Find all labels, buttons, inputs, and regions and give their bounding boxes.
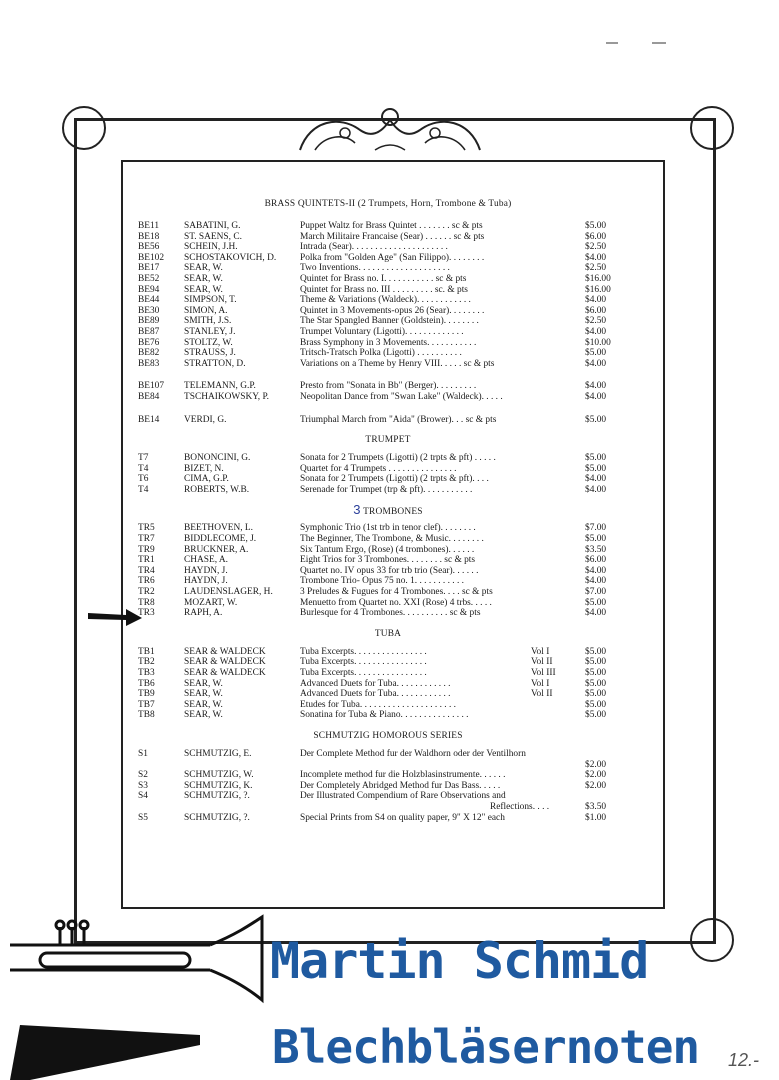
composer-name: TELEMANN, G.P.: [184, 381, 256, 392]
item-code: TR3: [138, 608, 155, 619]
work-title: Polka from "Golden Age" (San Filippo). . . . . . . .: [300, 252, 485, 263]
work-title: Advanced Duets for Tuba. . . . . . . . . . . .: [300, 689, 451, 700]
composer-name: SEAR & WALDECK: [184, 657, 266, 668]
corner-ornament-top-right: [690, 106, 734, 150]
section-heading: TRUMPET: [365, 435, 411, 446]
composer-name: SEAR & WALDECK: [184, 668, 266, 678]
corner-ornament-top-left: [62, 106, 106, 150]
composer-name: SEAR, W.: [184, 689, 223, 700]
item-code: BE52: [138, 273, 160, 284]
catalog-row: [138, 242, 638, 253]
work-title: Presto from "Sonata in Bb" (Berger). . . . . . . . .: [300, 381, 477, 392]
section-heading: TUBA: [374, 628, 402, 639]
price: $2.50: [585, 263, 607, 274]
price: $2.00: [585, 759, 607, 770]
price: $5.00: [585, 348, 607, 359]
catalog-row-continued: [138, 760, 638, 771]
item-code: BE84: [138, 391, 160, 402]
composer-name: VERDI, G.: [184, 414, 227, 425]
price: $6.00: [585, 555, 607, 566]
price: $6.00: [585, 305, 607, 316]
volume-label: Vol III: [531, 668, 556, 678]
catalog-row: [138, 392, 638, 403]
catalog-row: [138, 359, 638, 370]
item-code: S2: [138, 770, 148, 781]
work-title: 3 Preludes & Fugues for 4 Trombones. . . . sc & pts: [300, 587, 493, 598]
composer-name: BONONCINI, G.: [184, 453, 251, 464]
composer-name: SIMPSON, T.: [184, 295, 237, 306]
composer-name: HAYDN, J.: [184, 576, 228, 587]
work-title: Neopolitan Dance from "Swan Lake" (Waldeck). . . . .: [300, 391, 503, 402]
work-title: March Militaire Francaise (Sear) . . . . . . sc & pts: [300, 231, 485, 242]
catalog-row: [138, 587, 638, 598]
price: $1.00: [585, 812, 607, 823]
composer-name: STANLEY, J.: [184, 326, 236, 337]
item-code: BE30: [138, 305, 160, 316]
work-title-continued: Reflections. . . .: [490, 801, 550, 812]
catalog-row: [138, 679, 638, 690]
price: $5.00: [585, 668, 607, 678]
pencil-price-note: 12.-: [728, 1050, 760, 1070]
catalog-row: [138, 576, 638, 587]
price: $2.50: [585, 242, 607, 253]
item-code: T6: [138, 474, 149, 485]
work-title: Der Illustrated Compendium of Rare Observations and: [300, 791, 506, 802]
work-title: Der Completely Abridged Method fur Das Bass. . . . .: [300, 780, 501, 791]
item-code: TR2: [138, 587, 155, 598]
work-title: Theme & Variations (Waldeck). . . . . . . . . . . .: [300, 295, 471, 306]
composer-name: BEETHOVEN, L.: [184, 523, 253, 534]
price: $2.00: [585, 780, 607, 791]
item-code: TR7: [138, 534, 155, 545]
work-title: Symphonic Trio (1st trb in tenor clef). . . . . . . .: [300, 523, 476, 534]
composer-name: CIMA, G.P.: [184, 474, 229, 485]
catalog-row: [138, 316, 638, 327]
work-title: Sonata for 2 Trumpets (Ligotti) (2 trpts & pft) . . . . .: [300, 453, 496, 464]
work-title: Tuba Excerpts. . . . . . . . . . . . . . . .: [300, 668, 427, 678]
item-code: BE44: [138, 295, 160, 306]
catalog-row: [138, 327, 638, 338]
composer-name: LAUDENSLAGER, H.: [184, 587, 273, 598]
catalog-row: [138, 710, 638, 721]
item-code: TB7: [138, 699, 155, 710]
catalog-row: [138, 657, 638, 668]
item-code: S3: [138, 780, 148, 791]
catalog-row: [138, 813, 638, 824]
item-code: TB6: [138, 678, 155, 689]
section-heading: BRASS QUINTETS-II (2 Trumpets, Horn, Trombone & Tuba): [264, 199, 512, 209]
price: $10.00: [585, 337, 611, 348]
catalog-row: [138, 453, 638, 464]
scan-mark: [606, 42, 618, 44]
work-title: Tritsch-Tratsch Polka (Ligotti) . . . . . . . . . .: [300, 348, 462, 359]
catalog-row: [138, 534, 638, 545]
catalog-row: [138, 285, 638, 296]
catalog-row: [138, 474, 638, 485]
composer-name: STRATTON, D.: [184, 358, 246, 369]
item-code: TR5: [138, 523, 155, 534]
composer-name: ROBERTS, W.B.: [184, 484, 250, 495]
composer-name: BIDDLECOME, J.: [184, 534, 257, 545]
work-title: Sonata for 2 Trumpets (Ligotti) (2 trpts & pft). . . .: [300, 474, 489, 485]
catalog-row: [138, 295, 638, 306]
work-title: Six Tantum Ergo, (Rose) (4 trombones). . . . . .: [300, 544, 475, 555]
composer-name: MOZART, W.: [184, 597, 238, 608]
item-code: BE83: [138, 358, 160, 369]
brand-name-line: Martin Schmid: [270, 932, 649, 990]
composer-name: SMITH, J.S.: [184, 316, 232, 327]
catalog-row-continued: [138, 802, 638, 813]
catalog-row: [138, 770, 638, 781]
composer-name: RAPH, A.: [184, 608, 223, 619]
work-title: Sonatina for Tuba & Piano. . . . . . . . . . . . . . .: [300, 710, 469, 721]
item-code: TB8: [138, 710, 155, 721]
item-code: TR6: [138, 576, 155, 587]
composer-name: STOLTZ, W.: [184, 337, 233, 348]
work-title: Two Inventions. . . . . . . . . . . . . . . . . . . .: [300, 263, 450, 274]
scan-mark: [652, 42, 666, 44]
catalog-row: [138, 523, 638, 534]
catalog-row: [138, 545, 638, 556]
catalog-row: [138, 253, 638, 264]
price: $16.00: [585, 284, 611, 295]
price: $5.00: [585, 221, 607, 231]
catalog-row: [138, 464, 638, 475]
volume-label: Vol II: [531, 657, 553, 668]
composer-name: CHASE, A.: [184, 555, 229, 566]
volume-label: Vol I: [531, 678, 550, 689]
work-title: Serenade for Trumpet (trp & pft). . . . . . . . . . .: [300, 484, 473, 495]
composer-name: SCHMUTZIG, E.: [184, 748, 252, 759]
work-title: Tuba Excerpts. . . . . . . . . . . . . . . .: [300, 646, 427, 657]
composer-name: SCHMUTZIG, ?.: [184, 791, 250, 802]
catalog-row: [138, 647, 638, 658]
price: $5.00: [585, 678, 607, 689]
item-code: BE102: [138, 252, 165, 263]
work-title: The Star Spangled Banner (Goldstein). . . . . . . .: [300, 316, 479, 327]
work-title: Trumpet Voluntary (Ligotti). . . . . . . . . . . . .: [300, 326, 464, 337]
item-code: T4: [138, 463, 149, 474]
price: $6.00: [585, 231, 607, 242]
catalog-row: [138, 700, 638, 711]
price: $3.50: [585, 544, 607, 555]
section-heading-text: TROMBONES: [363, 507, 423, 518]
catalog-list: [138, 197, 638, 823]
item-code: BE107: [138, 381, 165, 392]
item-code: S1: [138, 748, 148, 759]
catalog-row: [138, 598, 638, 609]
catalog-row: [138, 338, 638, 349]
item-code: T4: [138, 484, 149, 495]
handwritten-number: 3: [353, 502, 361, 518]
composer-name: SEAR, W.: [184, 710, 223, 721]
item-code: BE14: [138, 414, 160, 425]
item-code: BE56: [138, 242, 160, 253]
price: $4.00: [585, 474, 607, 485]
item-code: BE76: [138, 337, 160, 348]
work-title: Burlesque for 4 Trombones. . . . . . . . . . sc & pts: [300, 608, 481, 619]
item-code: TB3: [138, 668, 155, 678]
work-title: The Beginner, The Trombone, & Music. . . . . . . .: [300, 534, 484, 545]
price: $4.00: [585, 252, 607, 263]
item-code: TR1: [138, 555, 155, 566]
composer-name: SCHMUTZIG, K.: [184, 780, 253, 791]
composer-name: SIMON, A.: [184, 305, 228, 316]
catalog-row: [138, 791, 638, 802]
item-code: TB2: [138, 657, 155, 668]
item-code: BE94: [138, 284, 160, 295]
price: $5.00: [585, 453, 607, 464]
work-title: Etudes for Tuba. . . . . . . . . . . . . . . . . . . . .: [300, 699, 456, 710]
price: $4.00: [585, 358, 607, 369]
item-code: BE18: [138, 231, 160, 242]
top-scroll-ornament: [290, 95, 490, 165]
composer-name: SABATINI, G.: [184, 221, 241, 231]
composer-name: SEAR, W.: [184, 678, 223, 689]
catalog-row: [138, 608, 638, 619]
item-code: TB1: [138, 646, 155, 657]
item-code: TR9: [138, 544, 155, 555]
volume-label: Vol I: [531, 646, 550, 657]
catalog-row: [138, 749, 638, 760]
item-code: TR8: [138, 597, 155, 608]
composer-name: BIZET, N.: [184, 463, 224, 474]
price: $4.00: [585, 565, 607, 576]
item-code: TR4: [138, 565, 155, 576]
work-title: Puppet Waltz for Brass Quintet . . . . . . . sc & pts: [300, 221, 483, 231]
composer-name: BRUCKNER, A.: [184, 544, 249, 555]
composer-name: SEAR, W.: [184, 273, 223, 284]
catalog-row: [138, 415, 638, 426]
price: $4.00: [585, 484, 607, 495]
price: $5.00: [585, 414, 607, 425]
price: $5.00: [585, 657, 607, 668]
work-title: Quartet no. IV opus 33 for trb trio (Sear). . . . . .: [300, 565, 479, 576]
catalog-row: [138, 689, 638, 700]
catalog-row: [138, 263, 638, 274]
price: $5.00: [585, 597, 607, 608]
item-code: TB9: [138, 689, 155, 700]
price: $5.00: [585, 699, 607, 710]
work-title: Brass Symphony in 3 Movements. . . . . . . . . . .: [300, 337, 477, 348]
section-heading: [138, 503, 638, 517]
item-code: BE82: [138, 348, 160, 359]
catalog-row: [138, 566, 638, 577]
work-title: Quintet for Brass no. III . . . . . . . . . sc. & pts: [300, 284, 468, 295]
price: $4.00: [585, 381, 607, 392]
catalog-row: [138, 485, 638, 496]
section-heading: SCHMUTZIG HOMOROUS SERIES: [313, 730, 463, 741]
composer-name: SEAR, W.: [184, 699, 223, 710]
composer-name: SCHEIN, J.H.: [184, 242, 238, 253]
catalog-row: [138, 274, 638, 285]
composer-name: SEAR, W.: [184, 263, 223, 274]
composer-name: ST. SAENS, C.: [184, 231, 242, 242]
catalog-row: [138, 306, 638, 317]
item-code: BE11: [138, 221, 160, 231]
work-title: Quintet for Brass no. I. . . . . . . . . . . sc & pts: [300, 273, 467, 284]
catalog-row: [138, 381, 638, 392]
composer-name: SEAR, W.: [184, 284, 223, 295]
work-title: Der Complete Method fur der Waldhorn oder der Ventilhorn: [300, 748, 526, 759]
work-title: Quintet in 3 Movements-opus 26 (Sear). . . . . . . .: [300, 305, 485, 316]
item-code: BE17: [138, 263, 160, 274]
item-code: S5: [138, 812, 148, 823]
composer-name: SEAR & WALDECK: [184, 646, 266, 657]
catalog-row: [138, 232, 638, 243]
composer-name: HAYDN, J.: [184, 565, 228, 576]
catalog-row: [138, 555, 638, 566]
price: $4.00: [585, 576, 607, 587]
item-code: BE89: [138, 316, 160, 327]
price: $2.00: [585, 770, 607, 781]
work-title: Triumphal March from "Aida" (Brower). . . sc & pts: [300, 414, 497, 425]
catalog-row: [138, 668, 638, 679]
catalog-row: [138, 781, 638, 792]
work-title: Variations on a Theme by Henry VIII. . . . . sc & pts: [300, 358, 495, 369]
work-title: Trombone Trio- Opus 75 no. 1. . . . . . . . . . .: [300, 576, 464, 587]
price: $3.50: [585, 801, 607, 812]
price: $7.00: [585, 523, 607, 534]
composer-name: STRAUSS, J.: [184, 348, 236, 359]
work-title: Intrada (Sear). . . . . . . . . . . . . . . . . . . . .: [300, 242, 448, 253]
volume-label: Vol II: [531, 689, 553, 700]
catalog-row: [138, 221, 638, 232]
price: $5.00: [585, 710, 607, 721]
price: $4.00: [585, 326, 607, 337]
work-title: Incomplete method fur die Holzblasinstrumente. . . . . .: [300, 770, 506, 781]
item-code: S4: [138, 791, 148, 802]
arrow-icon: [88, 607, 142, 627]
work-title: Tuba Excerpts. . . . . . . . . . . . . . . .: [300, 657, 427, 668]
price: $7.00: [585, 587, 607, 598]
price: $5.00: [585, 689, 607, 700]
work-title: Quartet for 4 Trumpets . . . . . . . . . . . . . . .: [300, 463, 457, 474]
price: $4.00: [585, 295, 607, 306]
composer-name: SCHMUTZIG, ?.: [184, 812, 250, 823]
composer-name: SCHOSTAKOVICH, D.: [184, 252, 277, 263]
price: $5.00: [585, 534, 607, 545]
work-title: Advanced Duets for Tuba. . . . . . . . . . . .: [300, 678, 451, 689]
composer-name: TSCHAIKOWSKY, P.: [184, 391, 269, 402]
price: $4.00: [585, 391, 607, 402]
price: $5.00: [585, 646, 607, 657]
price: $16.00: [585, 273, 611, 284]
composer-name: SCHMUTZIG, W.: [184, 770, 254, 781]
price: $5.00: [585, 463, 607, 474]
price: $4.00: [585, 608, 607, 619]
work-title: Eight Trios for 3 Trombones. . . . . . . . sc & pts: [300, 555, 476, 566]
item-code: BE87: [138, 326, 160, 337]
catalog-row: [138, 348, 638, 359]
work-title: Special Prints from S4 on quality paper, 9" X 12" each: [300, 812, 505, 823]
price: $2.50: [585, 316, 607, 327]
item-code: T7: [138, 453, 149, 464]
brand-subtitle-line: Blechbläsernoten: [272, 1020, 700, 1074]
work-title: Menuetto from Quartet no. XXI (Rose) 4 trbs. . . . .: [300, 597, 492, 608]
